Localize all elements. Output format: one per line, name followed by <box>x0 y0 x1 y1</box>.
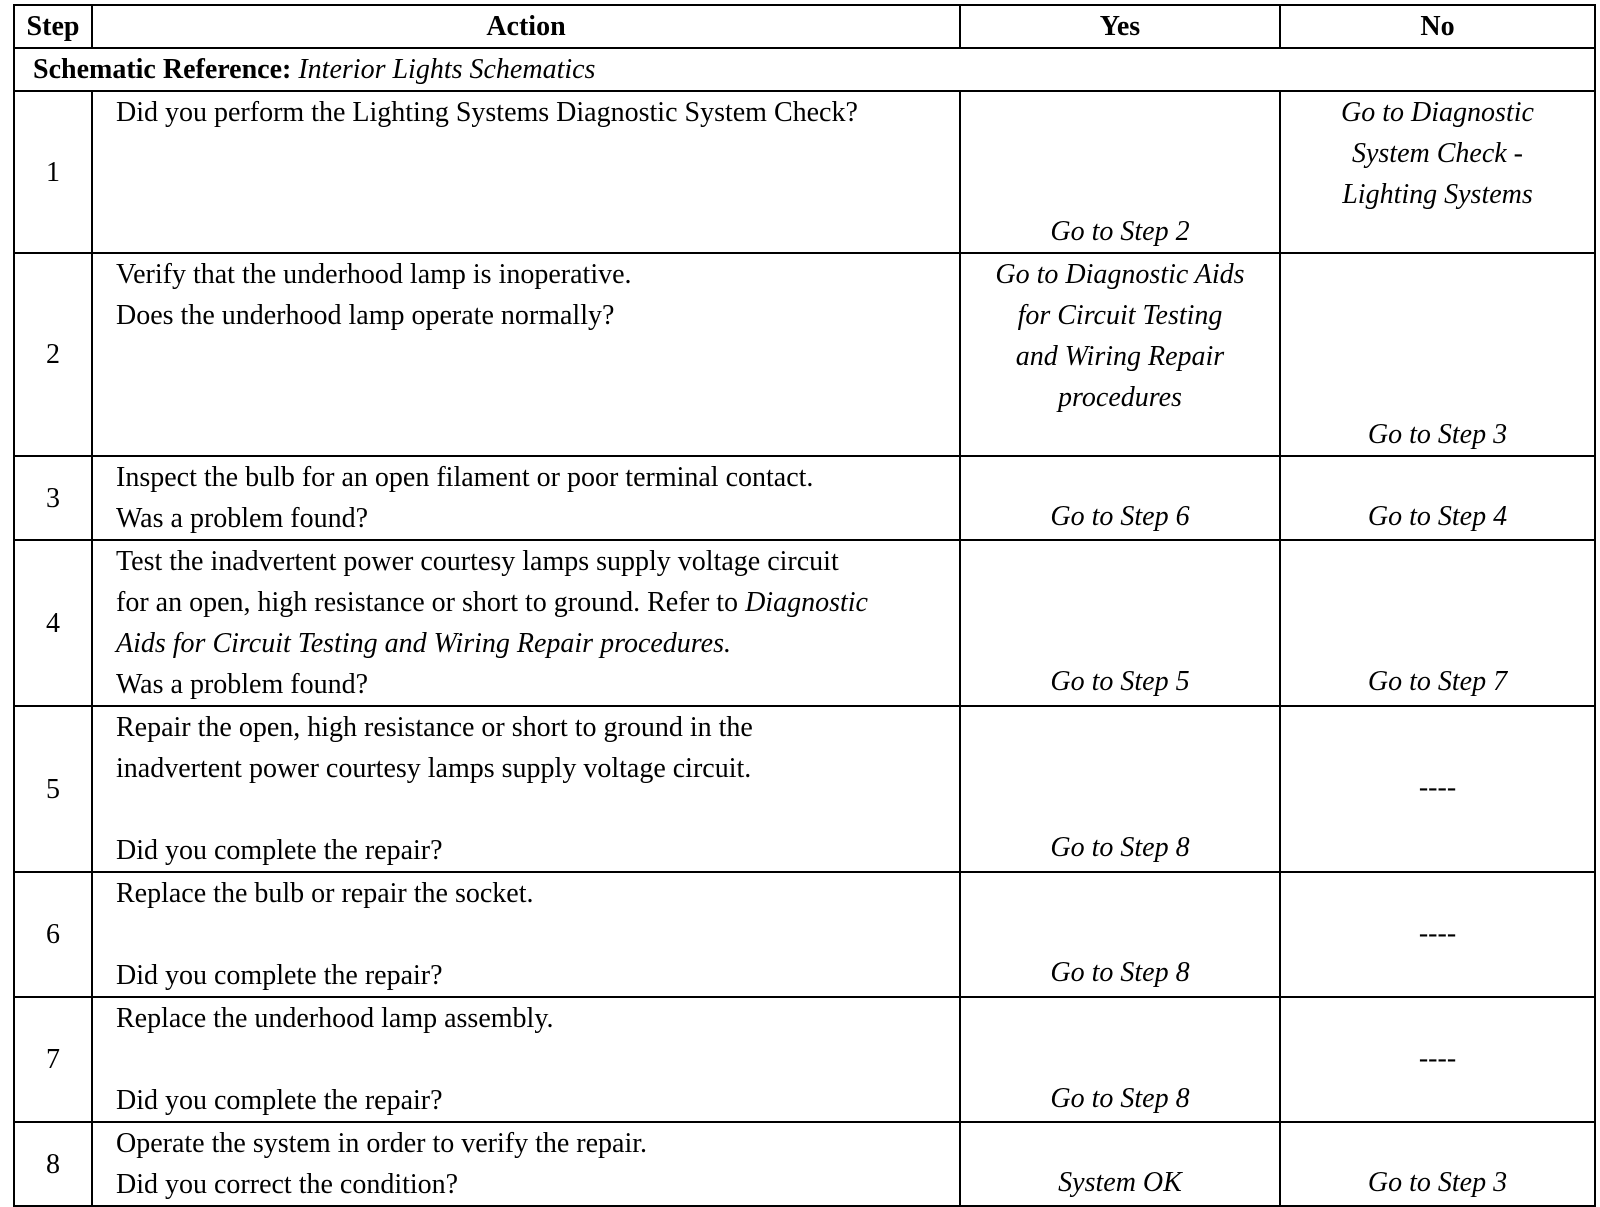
action-cell <box>92 706 960 872</box>
yes-link-line[interactable]: procedures <box>1058 382 1182 413</box>
no-link[interactable]: Go to Step 7 <box>1367 666 1508 697</box>
step-number: 1 <box>14 91 92 253</box>
action-line: Was a problem found? <box>116 669 368 700</box>
no-cell <box>1280 706 1595 872</box>
yes-link[interactable]: Go to Step 8 <box>1050 957 1190 988</box>
action-cell <box>92 253 960 456</box>
no-link-line[interactable]: Go to Diagnostic <box>1341 97 1534 128</box>
header-row <box>14 5 1595 48</box>
action-line: Repair the open, high resistance or short to ground in the <box>116 712 753 743</box>
schematic-reference <box>14 48 1595 91</box>
yes-link-line[interactable]: Go to Diagnostic Aids <box>995 259 1245 290</box>
step-number: 6 <box>14 872 92 997</box>
yes-cell <box>960 997 1280 1122</box>
no-cell <box>1280 997 1595 1122</box>
no-link[interactable]: Go to Step 4 <box>1367 501 1508 532</box>
yes-cell <box>960 540 1280 706</box>
step-number: 3 <box>14 456 92 540</box>
action-line: Did you perform the Lighting Systems Diagnostic System Check? <box>116 97 858 128</box>
no-link-line[interactable]: System Check - <box>1351 138 1524 169</box>
yes-cell <box>960 872 1280 997</box>
table-row <box>14 540 1595 706</box>
yes-link[interactable]: Go to Step 5 <box>1050 666 1190 697</box>
yes-cell <box>960 706 1280 872</box>
table-row <box>14 253 1595 456</box>
action-cell <box>92 997 960 1122</box>
no-value: ---- <box>1418 772 1457 803</box>
no-link[interactable]: Go to Step 3 <box>1367 1167 1508 1198</box>
action-line: Did you complete the repair? <box>116 1085 443 1116</box>
action-line: Was a problem found? <box>116 503 368 534</box>
step-number: 8 <box>14 1122 92 1206</box>
yes-link[interactable]: Go to Step 6 <box>1050 501 1190 532</box>
action-line: Verify that the underhood lamp is inoperative. <box>116 259 632 290</box>
schematic-reference-label: Schematic Reference: <box>33 54 292 85</box>
no-link[interactable]: Go to Step 3 <box>1367 419 1508 450</box>
header-action: Action <box>92 5 960 48</box>
table-row <box>14 997 1595 1122</box>
no-cell <box>1280 1122 1595 1206</box>
step-number: 7 <box>14 997 92 1122</box>
action-line: Does the underhood lamp operate normally? <box>116 300 615 331</box>
action-line: inadvertent power courtesy lamps supply voltage circuit. <box>116 753 752 784</box>
action-line: Did you correct the condition? <box>116 1169 459 1200</box>
diagnostic-aids-link[interactable]: Diagnostic <box>745 587 868 618</box>
schematic-reference-link[interactable]: Interior Lights Schematics <box>298 54 596 85</box>
yes-link[interactable]: Go to Step 8 <box>1050 1083 1190 1114</box>
no-link-line[interactable]: Lighting Systems <box>1342 179 1533 210</box>
action-cell <box>92 872 960 997</box>
yes-link[interactable]: Go to Step 2 <box>1050 216 1190 247</box>
action-line: Replace the bulb or repair the socket. <box>116 878 534 909</box>
schematic-reference-row <box>14 48 1595 91</box>
header-step: Step <box>14 5 92 48</box>
table-row <box>14 872 1595 997</box>
action-line: Replace the underhood lamp assembly. <box>116 1003 554 1034</box>
yes-link[interactable]: System OK <box>1058 1167 1182 1198</box>
action-line <box>116 582 953 623</box>
step-number: 4 <box>14 540 92 706</box>
no-value: ---- <box>1418 917 1457 949</box>
table-row <box>14 1122 1595 1206</box>
no-cell <box>1280 872 1595 997</box>
header-no: No <box>1280 5 1595 48</box>
action-cell <box>92 456 960 540</box>
yes-link-line[interactable]: for Circuit Testing <box>1017 300 1223 331</box>
action-cell <box>92 540 960 706</box>
action-line: Operate the system in order to verify the repair. <box>116 1128 648 1159</box>
action-cell <box>92 1122 960 1206</box>
action-text: for an open, high resistance or short to ground. Refer to <box>116 587 746 618</box>
diagnostic-aids-link[interactable]: Aids for Circuit Testing and Wiring Repair procedures. <box>116 628 731 659</box>
action-line: Test the inadvertent power courtesy lamps supply voltage circuit <box>116 546 839 577</box>
step-number: 5 <box>14 706 92 872</box>
no-value: ---- <box>1418 1043 1457 1074</box>
yes-cell <box>960 456 1280 540</box>
header-yes: Yes <box>960 5 1280 48</box>
step-number: 2 <box>14 253 92 456</box>
action-line: Did you complete the repair? <box>116 960 443 991</box>
no-cell <box>1280 91 1595 253</box>
no-cell <box>1280 456 1595 540</box>
action-line: Did you complete the repair? <box>116 835 443 866</box>
table-row <box>14 456 1595 540</box>
diagnostic-table <box>13 4 1596 1207</box>
table-row <box>14 706 1595 872</box>
yes-cell <box>960 253 1280 456</box>
yes-cell <box>960 91 1280 253</box>
table-row <box>14 91 1595 253</box>
no-cell <box>1280 253 1595 456</box>
yes-link[interactable]: Go to Step 8 <box>1050 832 1190 863</box>
no-cell <box>1280 540 1595 706</box>
action-cell <box>92 91 960 253</box>
action-line: Inspect the bulb for an open filament or poor terminal contact. <box>116 462 814 493</box>
yes-link-line[interactable]: and Wiring Repair <box>1015 341 1225 372</box>
yes-cell <box>960 1122 1280 1206</box>
